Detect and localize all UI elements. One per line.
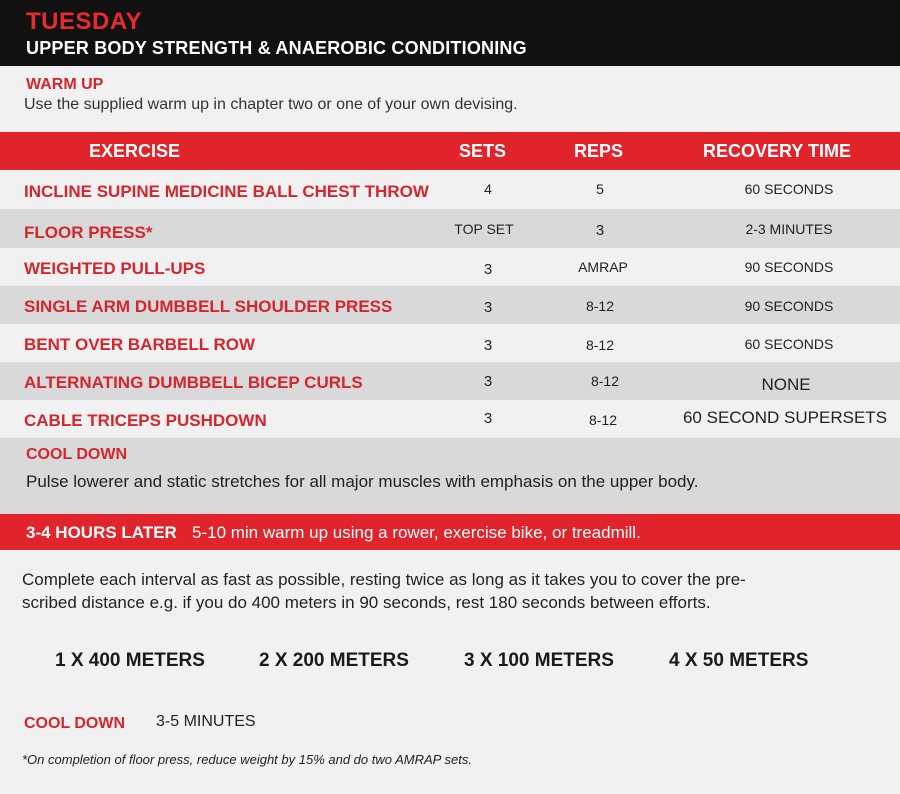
exercise-name: INCLINE SUPINE MEDICINE BALL CHEST THROW xyxy=(24,182,429,201)
recovery-value: 2-3 MINUTES xyxy=(745,221,833,237)
recovery-value: NONE xyxy=(761,375,811,394)
exercise-name: BENT OVER BARBELL ROW xyxy=(24,335,256,354)
distance-item: 1 X 400 METERS xyxy=(55,650,205,671)
exercise-name: SINGLE ARM DUMBBELL SHOULDER PRESS xyxy=(24,297,393,316)
intervals-description xyxy=(22,568,882,614)
table-row xyxy=(0,248,900,286)
table-row xyxy=(0,324,900,362)
reps-value: 3 xyxy=(595,222,605,239)
reps-value: 5 xyxy=(596,181,604,197)
recovery-value: 60 SECOND SUPERSETS xyxy=(682,408,888,427)
sets-value: 4 xyxy=(484,181,492,197)
header-recovery: RECOVERY TIME xyxy=(703,141,852,161)
sets-value: TOP SET xyxy=(454,221,514,237)
recovery-value: 90 SECONDS xyxy=(744,298,834,314)
sets-value: 3 xyxy=(483,299,493,316)
sets-value: 3 xyxy=(483,337,493,354)
table-row xyxy=(0,362,900,400)
final-cool-down-time: 3-5 MINUTES xyxy=(156,713,256,730)
distance-item: 4 X 50 METERS xyxy=(669,650,809,671)
final-cool-down-title: COOL DOWN xyxy=(24,715,126,732)
exercise-name: CABLE TRICEPS PUSHDOWN xyxy=(24,411,267,430)
sets-value: 3 xyxy=(483,261,493,278)
workout-subtitle: UPPER BODY STRENGTH & ANAEROBIC CONDITIONING xyxy=(26,38,527,58)
table-row xyxy=(0,209,900,248)
exercise-name: FLOOR PRESS* xyxy=(24,223,153,242)
later-banner xyxy=(0,514,900,550)
later-label: 3-4 HOURS LATER xyxy=(26,523,177,542)
cool-down-title: COOL DOWN xyxy=(26,446,128,463)
table-header-row xyxy=(0,132,900,170)
later-text: 5-10 min warm up using a rower, exercise bike, or treadmill. xyxy=(192,523,641,542)
intervals-line-2: scribed distance e.g. if you do 400 meters in 90 seconds, rest 180 seconds between efforts. xyxy=(22,593,711,612)
reps-value: 8-12 xyxy=(590,373,620,389)
reps-value: 8-12 xyxy=(588,412,618,428)
header-reps: REPS xyxy=(574,141,624,161)
reps-value: 8-12 xyxy=(585,337,615,353)
exercise-name: WEIGHTED PULL-UPS xyxy=(24,259,206,278)
page-header xyxy=(0,0,900,66)
reps-value: 8-12 xyxy=(585,298,615,314)
recovery-value: 90 SECONDS xyxy=(744,259,834,275)
intervals-line-1: Complete each interval as fast as possible, resting twice as long as it takes you to cover the pre- xyxy=(22,570,746,589)
cool-down-text: Pulse lowerer and static stretches for all major muscles with emphasis on the upper body. xyxy=(26,472,699,491)
warm-up-text: Use the supplied warm up in chapter two or one of your own devising. xyxy=(24,96,518,113)
table-row xyxy=(0,286,900,324)
header-exercise: EXERCISE xyxy=(89,141,181,161)
sets-value: 3 xyxy=(483,410,493,427)
warm-up-title: WARM UP xyxy=(26,76,104,93)
cool-down-section xyxy=(0,438,900,514)
exercise-name: ALTERNATING DUMBBELL BICEP CURLS xyxy=(24,373,363,392)
distance-item: 2 X 200 METERS xyxy=(259,650,409,671)
distance-item: 3 X 100 METERS xyxy=(464,650,614,671)
footnote: *On completion of floor press, reduce weight by 15% and do two AMRAP sets. xyxy=(22,752,472,767)
recovery-value: 60 SECONDS xyxy=(744,336,834,352)
day-title: TUESDAY xyxy=(26,8,142,35)
reps-value: AMRAP xyxy=(578,259,628,275)
table-row xyxy=(0,400,900,438)
table-row xyxy=(0,170,900,209)
sets-value: 3 xyxy=(483,373,493,390)
header-sets: SETS xyxy=(459,141,507,161)
recovery-value: 60 SECONDS xyxy=(744,181,834,197)
